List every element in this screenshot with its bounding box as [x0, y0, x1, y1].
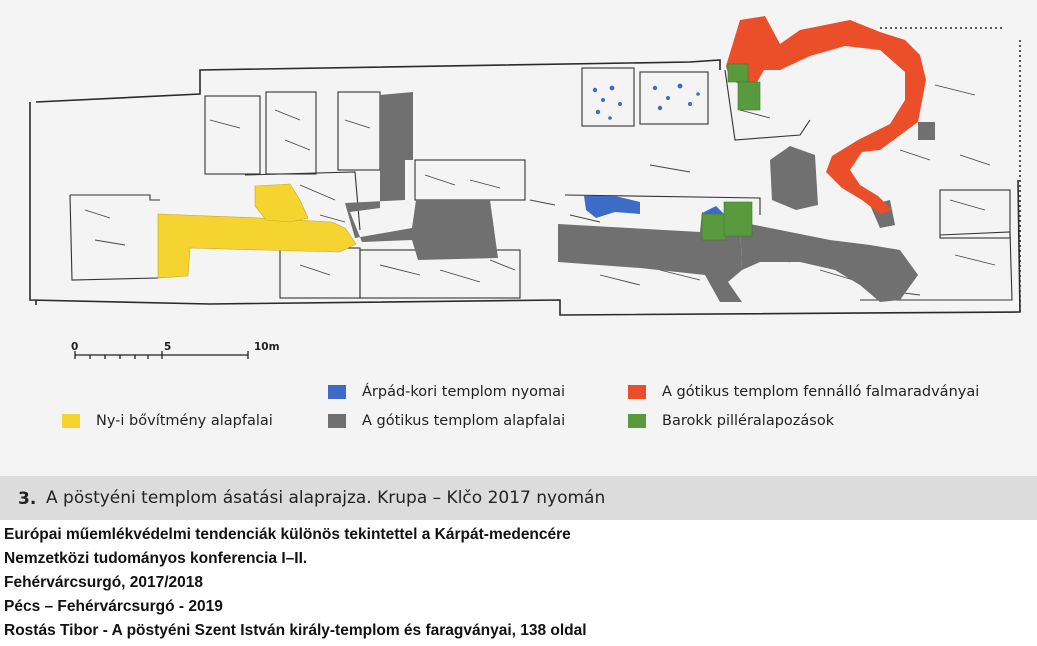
legend-item-arpad	[328, 384, 565, 400]
scale-bar	[75, 351, 248, 359]
legend-swatch-west-extension	[62, 414, 80, 428]
source-line: Nemzetközi tudományos konferencia I–II.	[4, 550, 308, 567]
legend-label-west-extension: Ny-i bővítmény alapfalai	[96, 413, 273, 429]
arpad-traces	[584, 84, 806, 226]
figure-caption-text: A pöstyéni templom ásatási alaprajza. Krupa – Klčo 2017 nyomán	[46, 488, 606, 508]
legend-swatch-arpad	[328, 385, 346, 399]
scale-tick-5: 5	[164, 341, 172, 353]
legend-swatch-gothic-standing-walls	[628, 385, 646, 399]
source-citation	[4, 523, 1024, 643]
source-line: Pécs – Fehérvárcsurgó - 2019	[4, 598, 223, 615]
figure-caption	[0, 476, 1037, 520]
west-extension-foundations	[158, 184, 356, 278]
legend-swatch-baroque	[628, 414, 646, 428]
figure-number: 3.	[18, 489, 37, 509]
scale-tick-10m: 10m	[254, 341, 280, 353]
legend-item-baroque	[628, 413, 834, 429]
gothic-standing-walls	[726, 16, 926, 214]
legend-swatch-gothic-foundation	[328, 414, 346, 428]
legend-label-arpad: Árpád-kori templom nyomai	[362, 384, 566, 400]
legend-label-gothic-standing-walls: A gótikus templom fennálló falmaradványai	[662, 384, 980, 400]
source-line: Európai műemlékvédelmi tendenciák különös tekintettel a Kárpát-medencére	[4, 526, 571, 543]
legend-label-gothic-foundation: A gótikus templom alapfalai	[362, 413, 566, 429]
legend-label-baroque: Barokk pilléralapozások	[662, 413, 835, 429]
scale-tick-0: 0	[71, 341, 79, 353]
legend-item-gothic-standing-walls	[628, 384, 979, 400]
legend-item-gothic-foundation	[328, 413, 565, 429]
legend-item-west-extension	[62, 413, 273, 429]
source-line: Fehérvárcsurgó, 2017/2018	[4, 574, 204, 591]
source-line: Rostás Tibor - A pöstyéni Szent István király-templom és faragványai, 138 oldal	[4, 622, 587, 639]
